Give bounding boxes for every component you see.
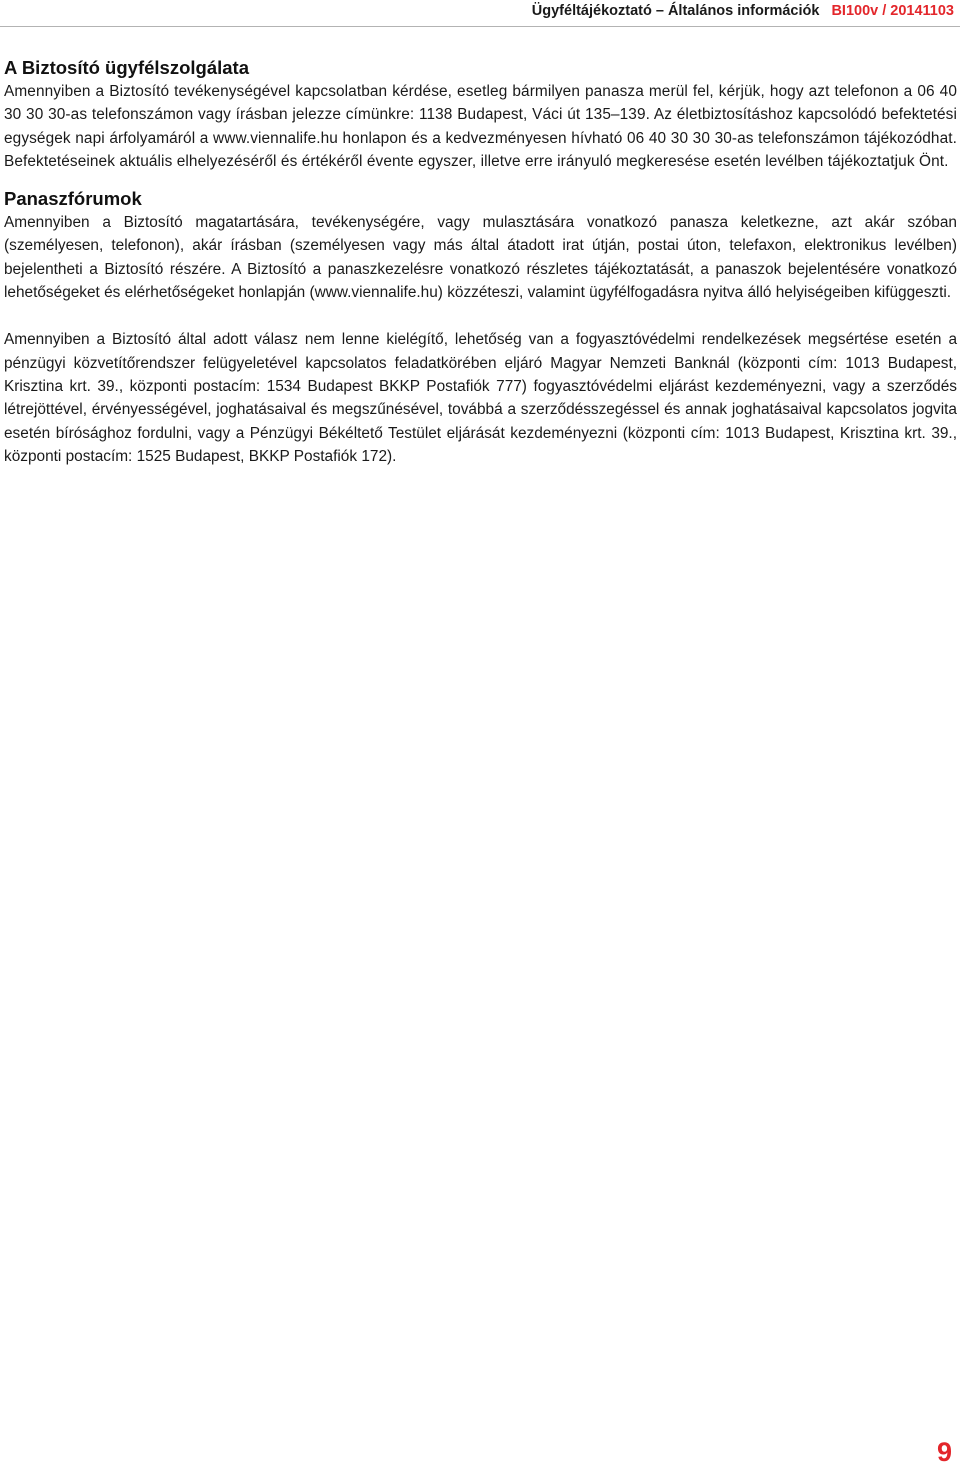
customer-service-paragraph: Amennyiben a Biztosító tevékenységével kapcsolatban kérdése, esetleg bármilyen panasza merül fel, kérjük, hogy azt telefonon a 06 40 30 30 30-as telefonszámon vagy írásban jelezze címünkre: 1138 Budapest, Váci út 135–139. Az életbiztosításhoz kapcsolódó befektetési egységek napi árfolyamáról a www.viennalife.hu honlapon és a kedvezményesen hívható 06 40 30 30 30-as telefonszámon tájékozódhat. Befektetéseinek aktuális elhelyezéséről és értékéről évente egyszer, illetve erre irányuló megkeresése esetén levélben tájékoztatjuk Önt. — [4, 83, 957, 170]
document-code: BI100v / 20141103 — [831, 3, 954, 19]
complaints-paragraph-1: Amennyiben a Biztosító magatartására, tevékenységére, vagy mulasztására vonatkozó panasza keletkezne, azt akár szóban (személyesen, telefonon), akár írásban (személyesen vagy más által átadott irat útján, postai úton, telefaxon, elektronikus levélben) bejelentheti a Biztosító részére. A Biztosító a panaszkezelésre vonatkozó részletes tájékoztatását, a panaszok bejelentésére vonatkozó lehetőségeket és elérhetőségeket honlapján (www.viennalife.hu) közzéteszi, valamint ügyfélfogadásra nyitva álló helyiségeiben kifüggeszti. — [4, 214, 957, 302]
page-number: 9 — [936, 1437, 952, 1467]
complaints-paragraph-2: Amennyiben a Biztosító által adott válasz nem lenne kielégítő, lehetőség van a fogyasztóvédelmi rendelkezések megsértése esetén a pénzügyi közvetítőrendszer felügyeletével kapcsolatos feladatkörében eljáró Magyar Nemzeti Banknál (központi cím: 1013 Budapest, Krisztina krt. 39., központi postacím: 1534 Budapest BKKP Postafiók 777) fogyasztóvédelmi eljárást kezdeményezni, vagy a szerződés létrejöttével, érvényességével, joghatásaival és megszűnésével, továbbá a szerződésszegéssel és annak joghatásaival kapcsolatos jogvita esetén bírósághoz fordulni, vagy a Pénzügyi Békéltető Testület eljárását kezdeményezni (központi cím: 1013 Budapest, Krisztina krt. 39., központi postacím: 1525 Budapest, BKKP Postafiók 172). — [4, 331, 957, 465]
complaints-section — [4, 187, 957, 468]
customer-service-section — [4, 56, 957, 173]
header-divider — [0, 26, 960, 27]
page-header — [0, 0, 960, 26]
header-text — [532, 3, 954, 19]
complaints-heading: Panaszfórumok — [4, 188, 142, 210]
customer-service-heading: A Biztosító ügyfélszolgálata — [4, 57, 249, 78]
document-title: Ügyféltájékoztató – Általános információk — [531, 3, 820, 19]
page-content — [4, 56, 957, 468]
